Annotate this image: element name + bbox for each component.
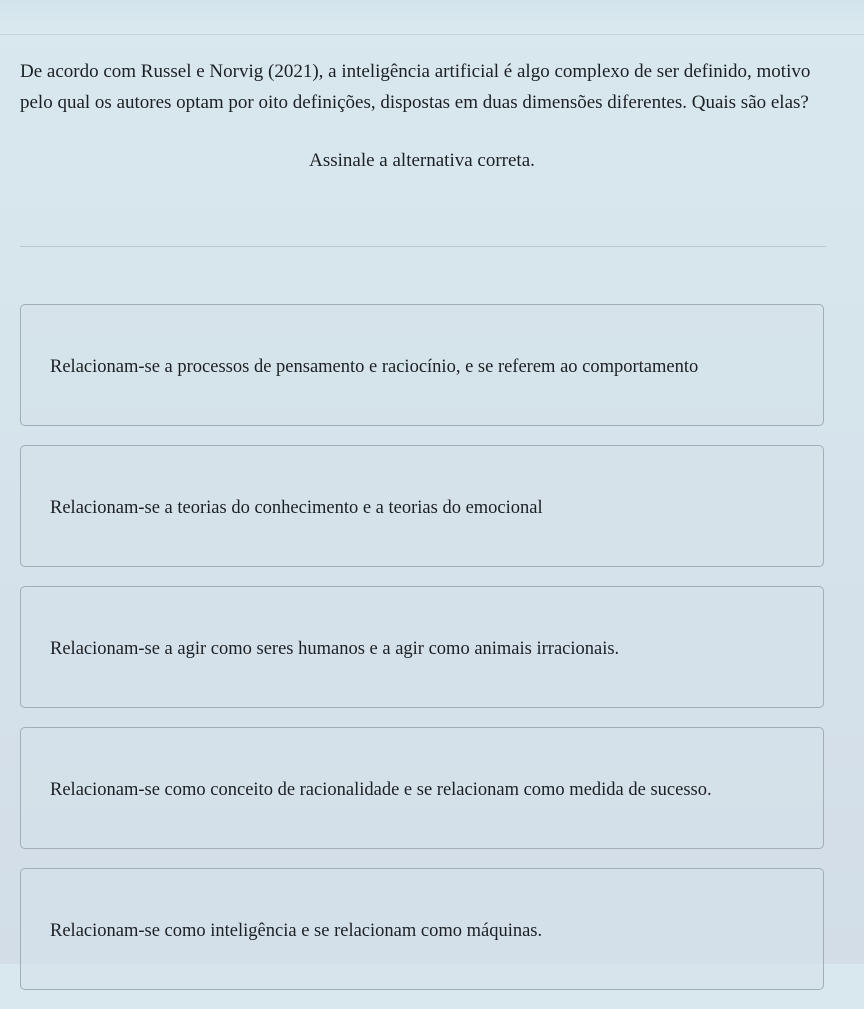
answer-option-label: Relacionam-se a processos de pensamento e raciocínio, e se referem ao comportamento: [50, 357, 699, 377]
answer-option-1[interactable]: [20, 304, 824, 426]
answer-option-label: Relacionam-se a teorias do conhecimento e a teorias do emocional: [50, 498, 543, 518]
answer-option-label: Relacionam-se como conceito de racionalidade e se relacionam como medida de sucesso.: [50, 780, 712, 800]
question-text: De acordo com Russel e Norvig (2021), a inteligência artificial é algo complexo de ser definido, motivo pelo qual os autores optam por oito definições, dispostas em duas dimensões diferentes. Quais são elas?: [20, 61, 811, 113]
top-strip: [0, 0, 864, 35]
answer-option-3[interactable]: [20, 586, 824, 708]
answer-option-label: Relacionam-se a agir como seres humanos e a agir como animais irracionais.: [50, 639, 620, 659]
answer-option-2[interactable]: [20, 445, 824, 567]
answer-option-5[interactable]: [20, 868, 824, 990]
answer-option-label: Relacionam-se como inteligência e se relacionam como máquinas.: [50, 921, 543, 941]
instruction-text: Assinale a alternativa correta.: [309, 150, 535, 171]
answer-options-list: [20, 304, 824, 1009]
divider: [20, 246, 826, 247]
answer-option-4[interactable]: [20, 727, 824, 849]
